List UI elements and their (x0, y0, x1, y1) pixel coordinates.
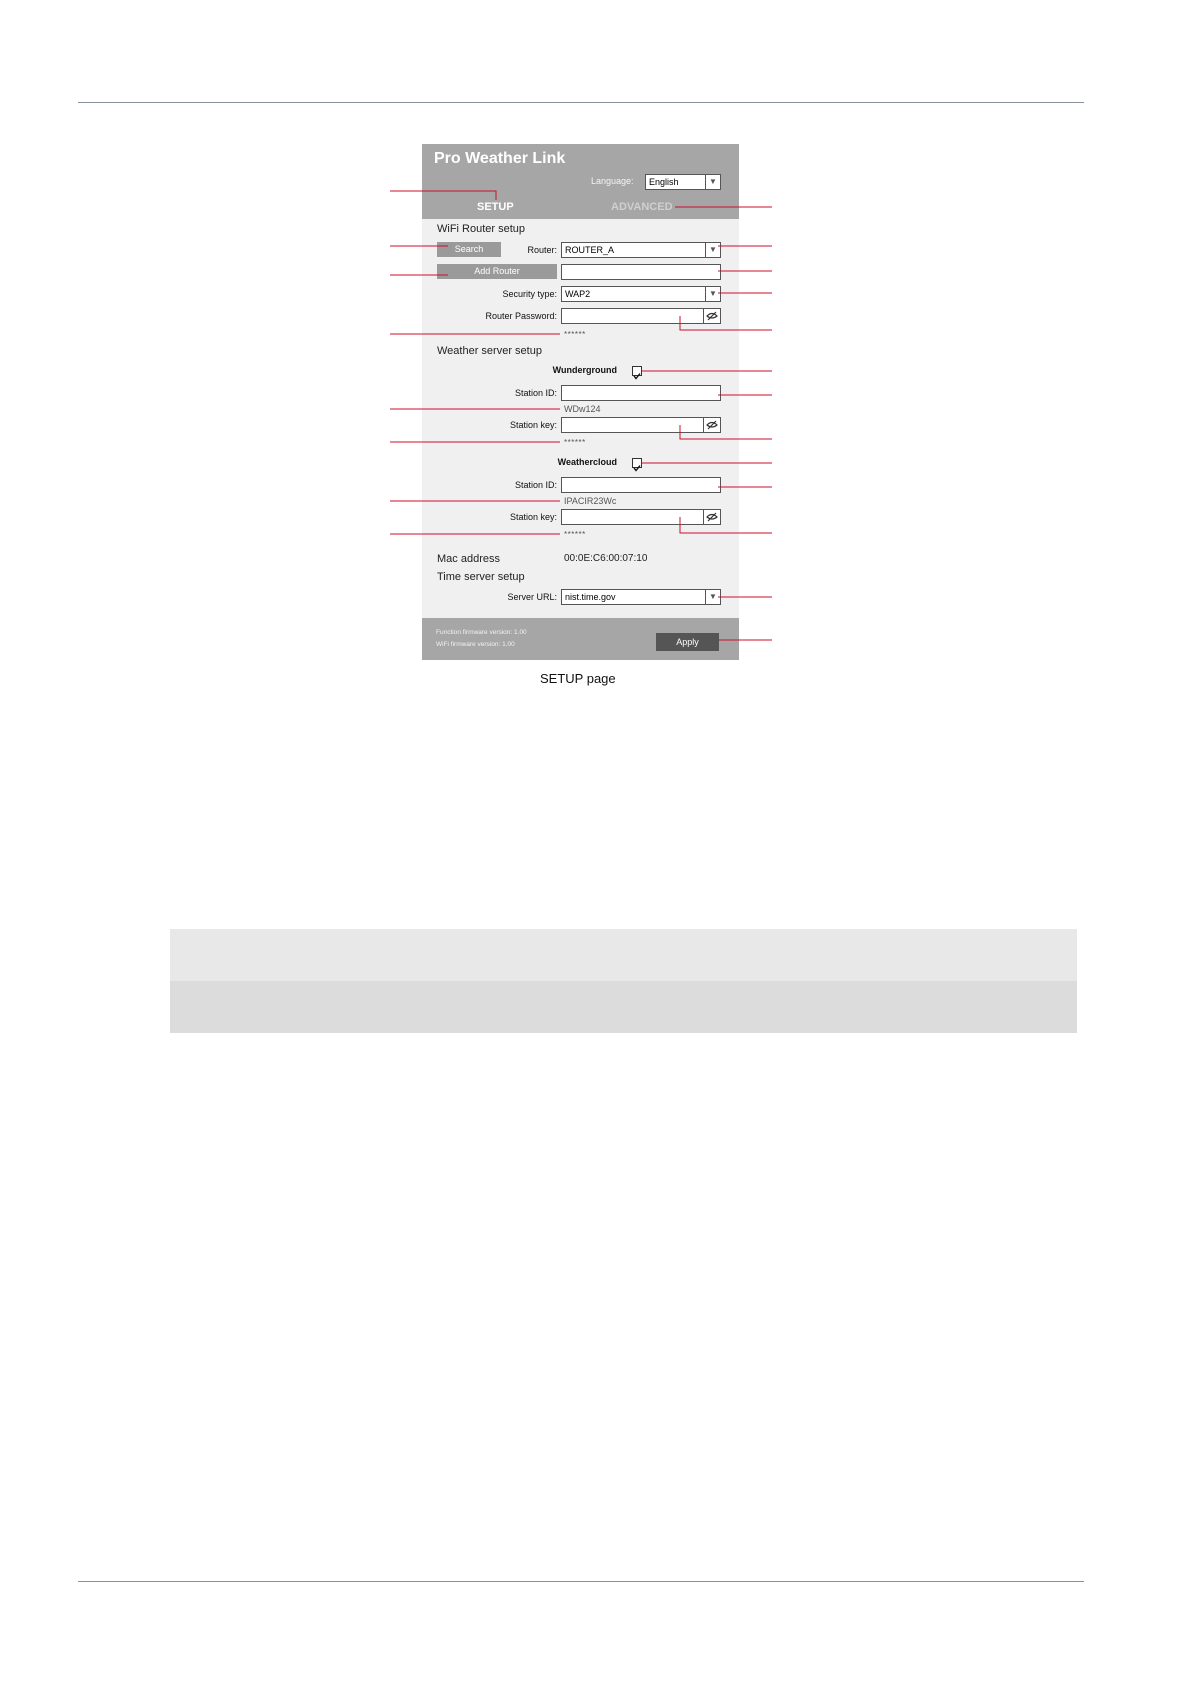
server-url-value: nist.time.gov (565, 592, 616, 602)
bottom-rule (78, 1581, 1084, 1582)
tab-advanced[interactable]: ADVANCED (611, 201, 673, 213)
time-section-heading: Time server setup (437, 571, 525, 583)
mac-address-label: Mac address (437, 553, 500, 565)
wifi-section-heading: WiFi Router setup (437, 223, 526, 235)
chevron-down-icon: ▼ (705, 175, 720, 189)
server-url-label: Server URL: (507, 592, 557, 602)
wunderground-station-key-mask: ****** (564, 438, 586, 447)
security-type-value: WAP2 (565, 289, 591, 299)
weathercloud-label: Weathercloud (557, 457, 617, 467)
wunderground-label: Wunderground (552, 365, 617, 375)
table-header-row (170, 929, 1077, 981)
wunderground-station-id-hint: WDw124 (564, 404, 601, 414)
chevron-down-icon: ▼ (705, 243, 720, 257)
callout-setup-tab (390, 191, 496, 200)
weathercloud-station-id-hint: IPACIR23Wc (564, 496, 617, 506)
wunderground-station-id-label: Station ID: (514, 388, 557, 398)
wunderground-station-key-label: Station key: (509, 420, 557, 430)
chevron-down-icon: ▼ (705, 287, 720, 301)
weathercloud-station-key-mask: ****** (564, 530, 586, 539)
function-firmware-version: Function firmware version: 1.00 (436, 629, 527, 636)
router-value: ROUTER_A (565, 245, 615, 255)
apply-button[interactable]: Apply (656, 633, 719, 651)
security-type-label: Security type: (502, 289, 557, 299)
callout-router-password-eye (680, 316, 772, 330)
weathercloud-station-key-label: Station key: (509, 512, 557, 522)
language-value: English (649, 177, 679, 187)
weather-section-heading: Weather server setup (437, 345, 542, 357)
mac-address-value: 00:0E:C6:00:07:10 (564, 553, 648, 564)
figure-caption: SETUP page (540, 671, 616, 686)
chevron-down-icon: ▼ (705, 590, 720, 604)
add-router-button[interactable]: Add Router (437, 264, 557, 279)
table-row (170, 981, 1077, 1033)
router-password-mask: ****** (564, 330, 586, 339)
callout-weathercloud-station-key-eye (680, 517, 772, 533)
weathercloud-station-id-label: Station ID: (514, 480, 557, 490)
language-label: Language: (591, 176, 634, 186)
router-label: Router: (527, 245, 557, 255)
router-password-label: Router Password: (485, 311, 557, 321)
tab-setup[interactable]: SETUP (477, 201, 514, 213)
callout-wunderground-station-key-eye (680, 425, 772, 439)
search-button[interactable]: Search (437, 242, 501, 257)
app-title: Pro Weather Link (434, 150, 566, 167)
wifi-firmware-version: WiFi firmware version: 1.00 (436, 641, 515, 648)
